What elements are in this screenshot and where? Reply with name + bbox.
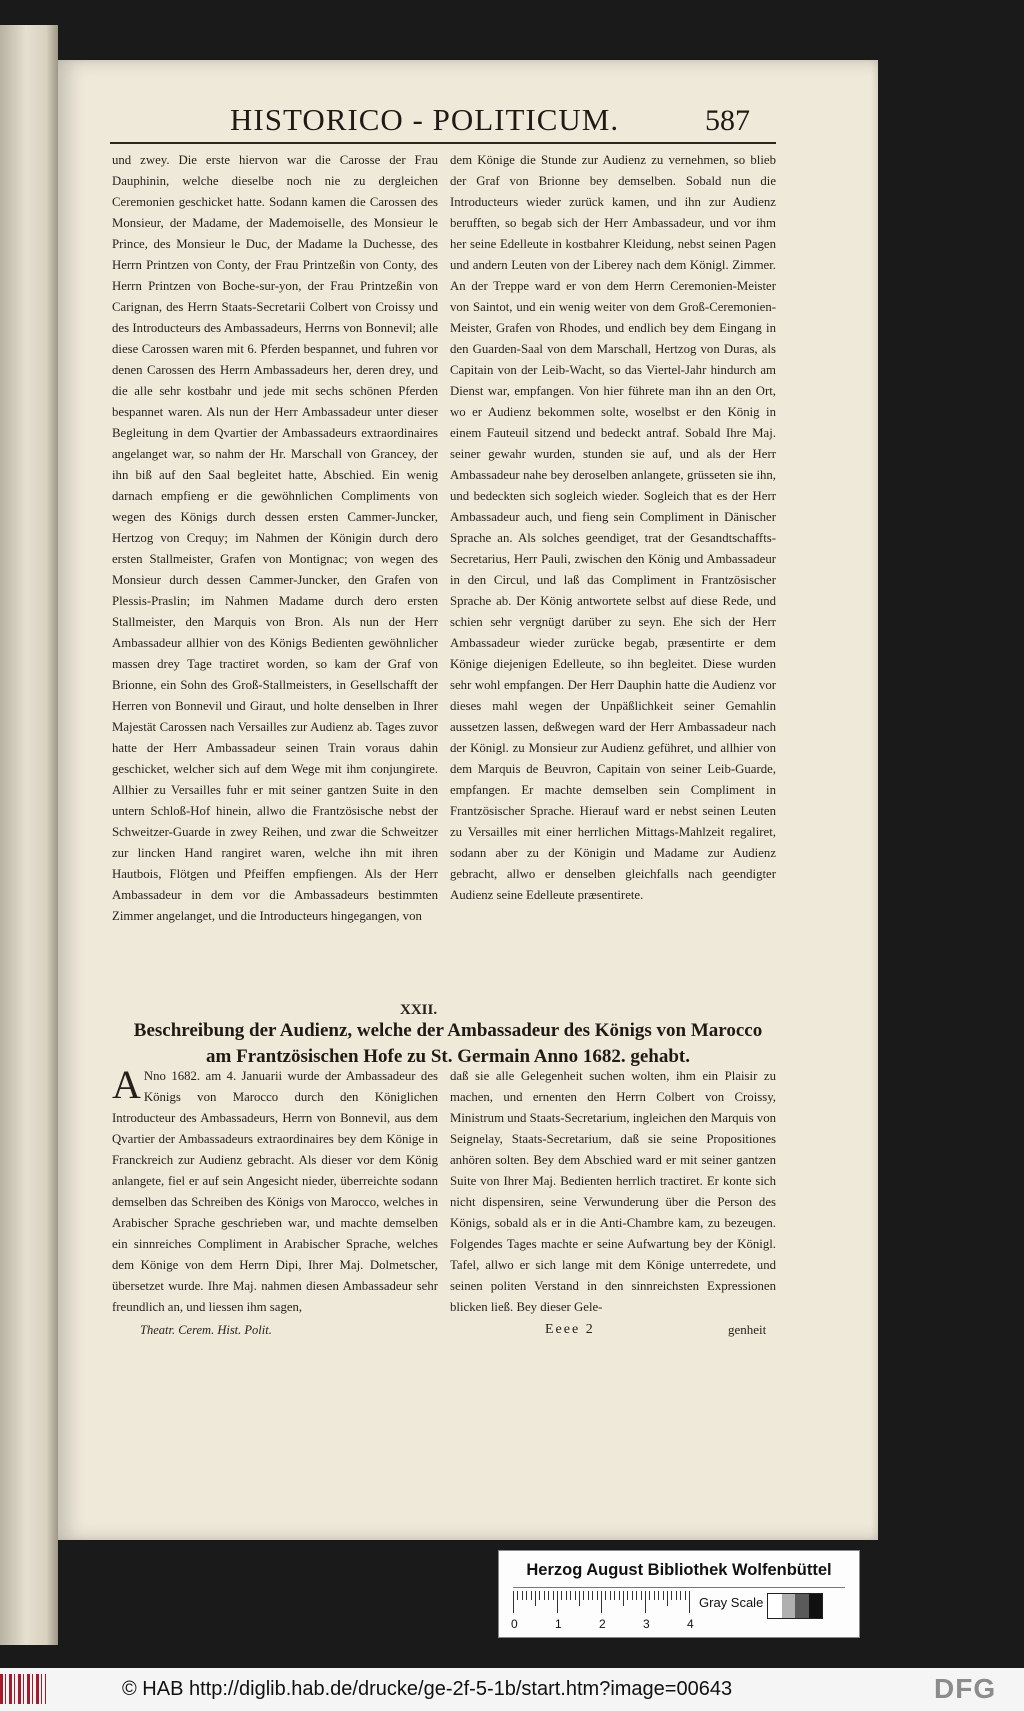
dfg-logo: DFG: [934, 1673, 997, 1704]
ruler-tick: [575, 1591, 576, 1600]
ruler-tick: [517, 1591, 518, 1600]
ruler-tick: [548, 1591, 549, 1600]
ruler-tick: [641, 1591, 642, 1600]
ruler-tick: [685, 1591, 686, 1600]
ruler-tick: [544, 1591, 545, 1600]
text-column-top-right: dem Könige die Stunde zur Audienz zu vernehmen, so blieb der Graf von Brionne bey demselben. Sobald nun die Introducteurs wieder zurück kamen, und ihn zur Audienz berufften, so begab sich der Herr Ambassadeur, und vor ihm her seine Edelleute in kostbahrer Kleidung, nebst seinen Pagen und andern Leuten von der Liberey nach dem Königl. Zimmer. An der Treppe ward er von dem Herrn Ceremonien-Meister von Saintot, und ein wenig weiter von dem Groß-Ceremonien-Meister, Grafen von Rhodes, und endlich bey dem Eingang in den Guarden-Saal von dem Marschall, Hertzog von Duras, als Capitain von der Leib-Wacht, so das Viertel-Jahr hindurch am Dienst war, empfangen. Von hier führete man ihn an den Ort, wo er Audienz bekommen solte, woselbst er den König in einem Fauteuil sitzend und bedeckt antraf. Sobald Ihre Maj. seiner gewahr wurden, stunden sie auf, und als der Herr Ambassadeur nahe bey deroselben anlangete, grüsseten sie ihn, und bedeckten sich sogleich wieder. Sogleich that es der Herr Ambassadeur auch, und fieng sein Compliment in Dänischer Sprache an. Als solches geendiget, trat der Gesandtschaffts-Secretarius, Herr Pauli, zwischen den König und Ambassadeur in den Circul, und laß das Compliment in Frantzösischer Sprache ab. Der König antwortete selbst auf diese Rede, und schien sehr vergnügt darüber zu seyn. Ehe sich der Herr Ambassadeur wieder zurücke begab, præsentirte er dem Könige diejenigen Edelleute, so ihn begleitet. Diese wurden sehr wohl empfangen. Der Herr Dauphin hatte die Audienz vor dieses mahl wegen der Unpäßlichkeit seiner Gemahlin aussetzen lassen, deßwegen ward der Herr Ambassadeur nach der Königl. zu Monsieur zur Audienz geführet, und allhier von dem Marquis de Beuvron, Capitain von seiner Leib-Guarde, empfangen. Er machte demselben sein Compliment in Frantzösischer Sprache. Hierauf ward er nebst seinen Leuten zu Versailles mit einer herrlichen Mittags-Mahlzeit regaliret, sodann aber zu der Königin und Madame zur Audienz gebracht, allwo er denselben gleichfalls nach geendigter Audienz seine Edelleute præsentirete.: [450, 153, 776, 902]
ruler-tick: [654, 1591, 655, 1600]
drop-cap: A: [112, 1062, 141, 1107]
ruler-tick: [623, 1591, 624, 1606]
ruler-tick: [557, 1591, 558, 1613]
library-scan-card: [498, 1550, 860, 1638]
footer-source: Theatr. Cerem. Hist. Polit.: [140, 1323, 272, 1337]
bottom-left-text: Nno 1682. am 4. Januarii wurde der Ambassadeur des Königs von Marocco durch den Königlichen Introducteur des Ambassadeurs, Herrn von Bonnevil, aus dem Qvartier der Ambassadeurs extraordinaires bey dem Könige in Franckreich zur Audienz gebracht. Als dieser vor dem König anlangete, fiel er auf sein Angesicht nieder, überreichte sodann demselben das Schreiben des Königs von Marocco, welches in Arabischer Sprache geschrieben war, und machte demselben ein sinnreiches Compliment in Arabischer Sprache, welches dem Könige von dem Herrn Dipi, Ihrer Maj. Dolmetscher, übersetzet wurde. Ihre Maj. nahmen diesen Ambassadeur sehr freundlich an, und liessen ihm sagen,: [112, 1069, 438, 1314]
ruler-tick: [553, 1591, 554, 1600]
ruler-tick: [601, 1591, 602, 1613]
ruler-tick: [561, 1591, 562, 1600]
book-edge: [0, 25, 58, 1645]
page-number: 587: [705, 104, 750, 137]
ruler-tick: [583, 1591, 584, 1600]
ruler-tick: [592, 1591, 593, 1600]
ruler-number: 1: [555, 1617, 562, 1631]
ruler-tick: [663, 1591, 664, 1600]
ruler-tick: [579, 1591, 580, 1606]
ruler-tick: [671, 1591, 672, 1600]
gray-scale-label: Gray Scale: [699, 1595, 764, 1610]
ruler-tick: [513, 1591, 514, 1613]
ruler-tick: [597, 1591, 598, 1600]
gray-swatch: [782, 1594, 796, 1618]
ruler-tick: [645, 1591, 646, 1613]
ruler-number: 3: [643, 1617, 650, 1631]
ruler-tick: [658, 1591, 659, 1600]
copyright-url: © HAB http://diglib.hab.de/drucke/ge-2f-5-1b/start.htm?image=00643: [122, 1678, 733, 1700]
ruler-tick: [632, 1591, 633, 1600]
ruler-tick: [680, 1591, 681, 1600]
section-title: Beschreibung der Audienz, welche der Ambassadeur des Königs von Marocco am Frantzösischen Hofe zu St. Germain Anno 1682. gehabt.: [133, 1020, 763, 1067]
ruler-tick: [649, 1591, 650, 1600]
gray-swatch: [795, 1594, 809, 1618]
ruler-tick: [539, 1591, 540, 1600]
barcode-icon: [0, 1674, 46, 1704]
ruler-tick: [667, 1591, 668, 1606]
header-rule: [110, 142, 776, 144]
ruler-tick: [619, 1591, 620, 1600]
text-column-bottom-left: [112, 1062, 438, 1318]
catchword: genheit: [728, 1322, 767, 1337]
signature-mark: Eeee 2: [545, 1322, 595, 1337]
section-number: XXII.: [400, 1002, 438, 1018]
ruler-tick: [566, 1591, 567, 1600]
gray-scale-bar: [767, 1593, 823, 1619]
running-head: HISTORICO - POLITICUM.: [230, 102, 620, 137]
text-column-bottom-right: daß sie alle Gelegenheit suchen wolten, ihm ein Plaisir zu machen, und ernenten den Herrn Colbert von Croissy, Ministrum und Staats-Secretarium, ingleichen den Marquis von Seignelay, Staats-Secretarium, daß sie seine Propositiones anhören solten. Bey dem Abschied ward er mit seiner gantzen Suite von Ihrer Maj. Bedienten herrlich tractiret. Er konte sich nicht dispensiren, seine Verwunderung über die Person des Königs, sobald als er in die Anti-Chambre kam, zu bezeugen. Folgendes Tages machte er seine Aufwartung bey der Königl. Tafel, allwo er sich lange mit dem Könige unterredete, und seinen politen Verstand in den sinnreichsten Expressionen blicken ließ. Bey dieser Gele-: [450, 1069, 776, 1314]
ruler-tick: [535, 1591, 536, 1606]
library-name: Herzog August Bibliothek Wolfenbüttel: [526, 1561, 832, 1579]
ruler-tick: [526, 1591, 527, 1600]
ruler-tick: [676, 1591, 677, 1600]
ruler-tick: [636, 1591, 637, 1600]
ruler-tick: [570, 1591, 571, 1600]
ruler-number: 2: [599, 1617, 606, 1631]
gray-swatch: [809, 1594, 823, 1618]
ruler-tick: [627, 1591, 628, 1600]
bottom-bar: [0, 1668, 1024, 1711]
ruler-tick: [588, 1591, 589, 1600]
ruler-tick: [522, 1591, 523, 1600]
ruler-tick: [689, 1591, 690, 1613]
ruler-tick: [605, 1591, 606, 1600]
text-column-top-left: und zwey. Die erste hiervon war die Carosse der Frau Dauphinin, welche dieselbe noch nie zu dergleichen Ceremonien geschicket hatte. Sodann kamen die Carossen des Monsieur, der Madame, der Mademoiselle, des Monsieur le Prince, des Monsieur le Duc, der Madame la Duchesse, des Herrn Printzen von Conty, der Frau Printzeßin von Conty, des Herrn Printzen von Boche-sur-yon, der Frau Printzeßin von Carignan, des Herrn Staats-Secretarii Colbert von Croissy und des Introducteurs des Ambassadeurs, Herrns von Bonnevil; alle diese Carossen waren mit 6. Pferden bespannet, und fuhren vor denen Carossen des Herrn Ambassadeurs her, deren drey, und die alle sehr kostbahr und jede mit sechs schönen Pferden bespannet waren. Als nun der Herr Ambassadeur unter dieser Begleitung in dem Qvartier der Ambassadeurs extraordinaires angelanget war, so nahm der Hr. Marschall von Grancey, der ihn biß auf den Saal begleitet hatte, Abschied. Ein wenig darnach empfieng er die gewöhnlichen Compliments von wegen des Königs durch dessen ersten Cammer-Juncker, Hertzog von Crequy; im Nahmen der Königin durch dero ersten Stallmeister, Grafen von Montignac; von wegen des Monsieur durch dessen Cammer-Juncker, den Grafen von Plessis-Praslin; im Nahmen Madame durch dero ersten Stallmeister, den Marquis von Bron. Als nun der Herr Ambassadeur allhier von des Königs Bedienten gewöhnlicher massen drey Tage tractiret worden, so kam der Graf von Brionne, ein Sohn des Groß-Stallmeisters, in Gesellschafft der Herren von Bonnevil und Giraut, und holte denselben in Ihrer Majestät Carossen nach Versailles zur Audienz ab. Tages zuvor hatte der Herr Ambassadeur seinen Train voraus dahin geschicket, welcher sich auf dem Wege mit ihm conjungirete. Allhier zu Versailles fuhr er mit seiner gantzen Suite in den untern Schloß-Hof hinein, allwo die Frantzösische nebst der Schweitzer-Guarde in zwey Reihen, und zwar die Schweitzer zur lincken Hand rangiret waren, welche ihn mit ihren Hautbois, Flötgen und Pfeiffen empfiengen. Als der Herr Ambassadeur in dem vor die Ambassadeurs bestimmten Zimmer angelanget, und die Introducteurs hingegangen, von: [112, 153, 438, 923]
gray-swatch: [768, 1594, 782, 1618]
ruler-number: 0: [511, 1617, 518, 1631]
scale-ruler: [513, 1591, 691, 1613]
card-divider: [513, 1587, 845, 1588]
ruler-tick: [610, 1591, 611, 1600]
ruler-tick: [531, 1591, 532, 1600]
ruler-tick: [614, 1591, 615, 1600]
ruler-number: 4: [687, 1617, 694, 1631]
